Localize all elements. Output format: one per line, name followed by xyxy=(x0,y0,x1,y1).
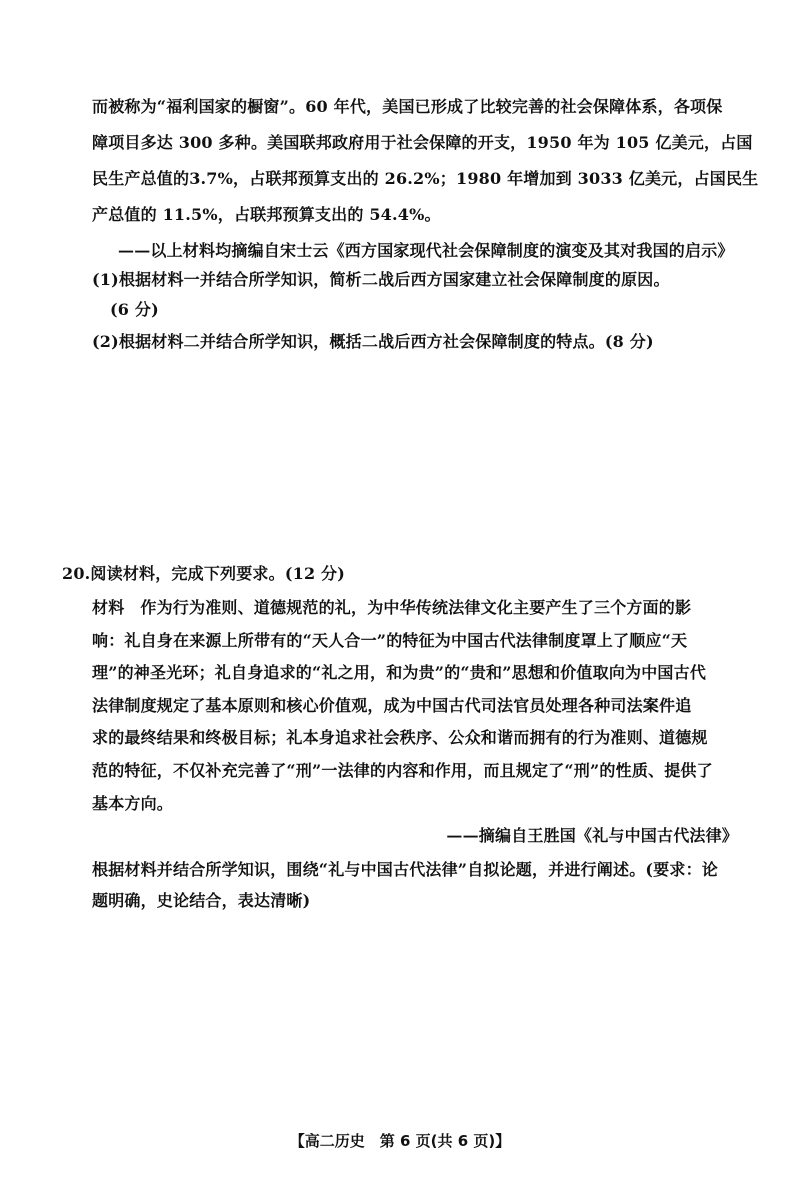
question20-task-line-1: 根据材料并结合所学知识，围绕“礼与中国古代法律”自拟论题，并进行阐述。(要求：论 xyxy=(92,860,718,879)
material2-line-3: 民生产总值的3.7%，占联邦预算支出的 26.2%；1980 年增加到 3033 亿美元，占国民生 xyxy=(92,169,759,188)
question19-part2: (2)根据材料二并结合所学知识，概括二战后西方社会保障制度的特点。(8 分) xyxy=(92,332,654,351)
question20-material-line-2: 响：礼自身在来源上所带有的“天人合一”的特征为中国古代法律制度罩上了顺应“天 xyxy=(92,631,688,650)
question20-source: ——摘编自王胜国《礼与中国古代法律》 xyxy=(446,826,738,845)
question20-material-line-5: 求的最终结果和终极目标；礼本身追求社会秩序、公众和谐而拥有的行为准则、道德规 xyxy=(92,728,708,747)
question20-task-line-2: 题明确，史论结合，表达清晰) xyxy=(92,891,311,910)
question20-material-line-1 xyxy=(92,597,691,619)
question19-part1-score: (6 分) xyxy=(110,300,159,319)
material-label: 材料 xyxy=(92,598,125,617)
material-text-1: 作为行为准则、道德规范的礼，为中华传统法律文化主要产生了三个方面的影 xyxy=(140,598,692,617)
material2-line-2: 障项目多达 300 多种。美国联邦政府用于社会保障的开支，1950 年为 105 亿美元，占国 xyxy=(92,133,753,152)
question20-material-line-3: 理”的神圣光环；礼自身追求的“礼之用，和为贵”的“贵和”思想和价值取向为中国古代 xyxy=(92,663,707,682)
material2-line-1: 而被称为“福利国家的橱窗”。60 年代，美国已形成了比较完善的社会保障体系，各项保 xyxy=(92,97,723,116)
question20-material-line-4: 法律制度规定了基本原则和核心价值观，成为中国古代司法官员处理各种司法案件追 xyxy=(92,696,692,715)
question20-title: 20.阅读材料，完成下列要求。(12 分) xyxy=(62,564,346,583)
material2-line-4: 产总值的 11.5%，占联邦预算支出的 54.4%。 xyxy=(92,205,441,224)
material2-source: ——以上材料均摘编自宋士云《西方国家现代社会保障制度的演变及其对我国的启示》 xyxy=(118,241,734,260)
page-footer: 【高二历史 第 6 页(共 6 页)】 xyxy=(289,1132,511,1150)
question20-material-line-7: 基本方向。 xyxy=(92,794,174,813)
question19-part1: (1)根据材料一并结合所学知识，简析二战后西方国家建立社会保障制度的原因。 xyxy=(92,270,670,289)
question20-material-line-6: 范的特征，不仅补充完善了“刑”一法律的内容和作用，而且规定了“刑”的性质、提供了 xyxy=(92,761,713,780)
